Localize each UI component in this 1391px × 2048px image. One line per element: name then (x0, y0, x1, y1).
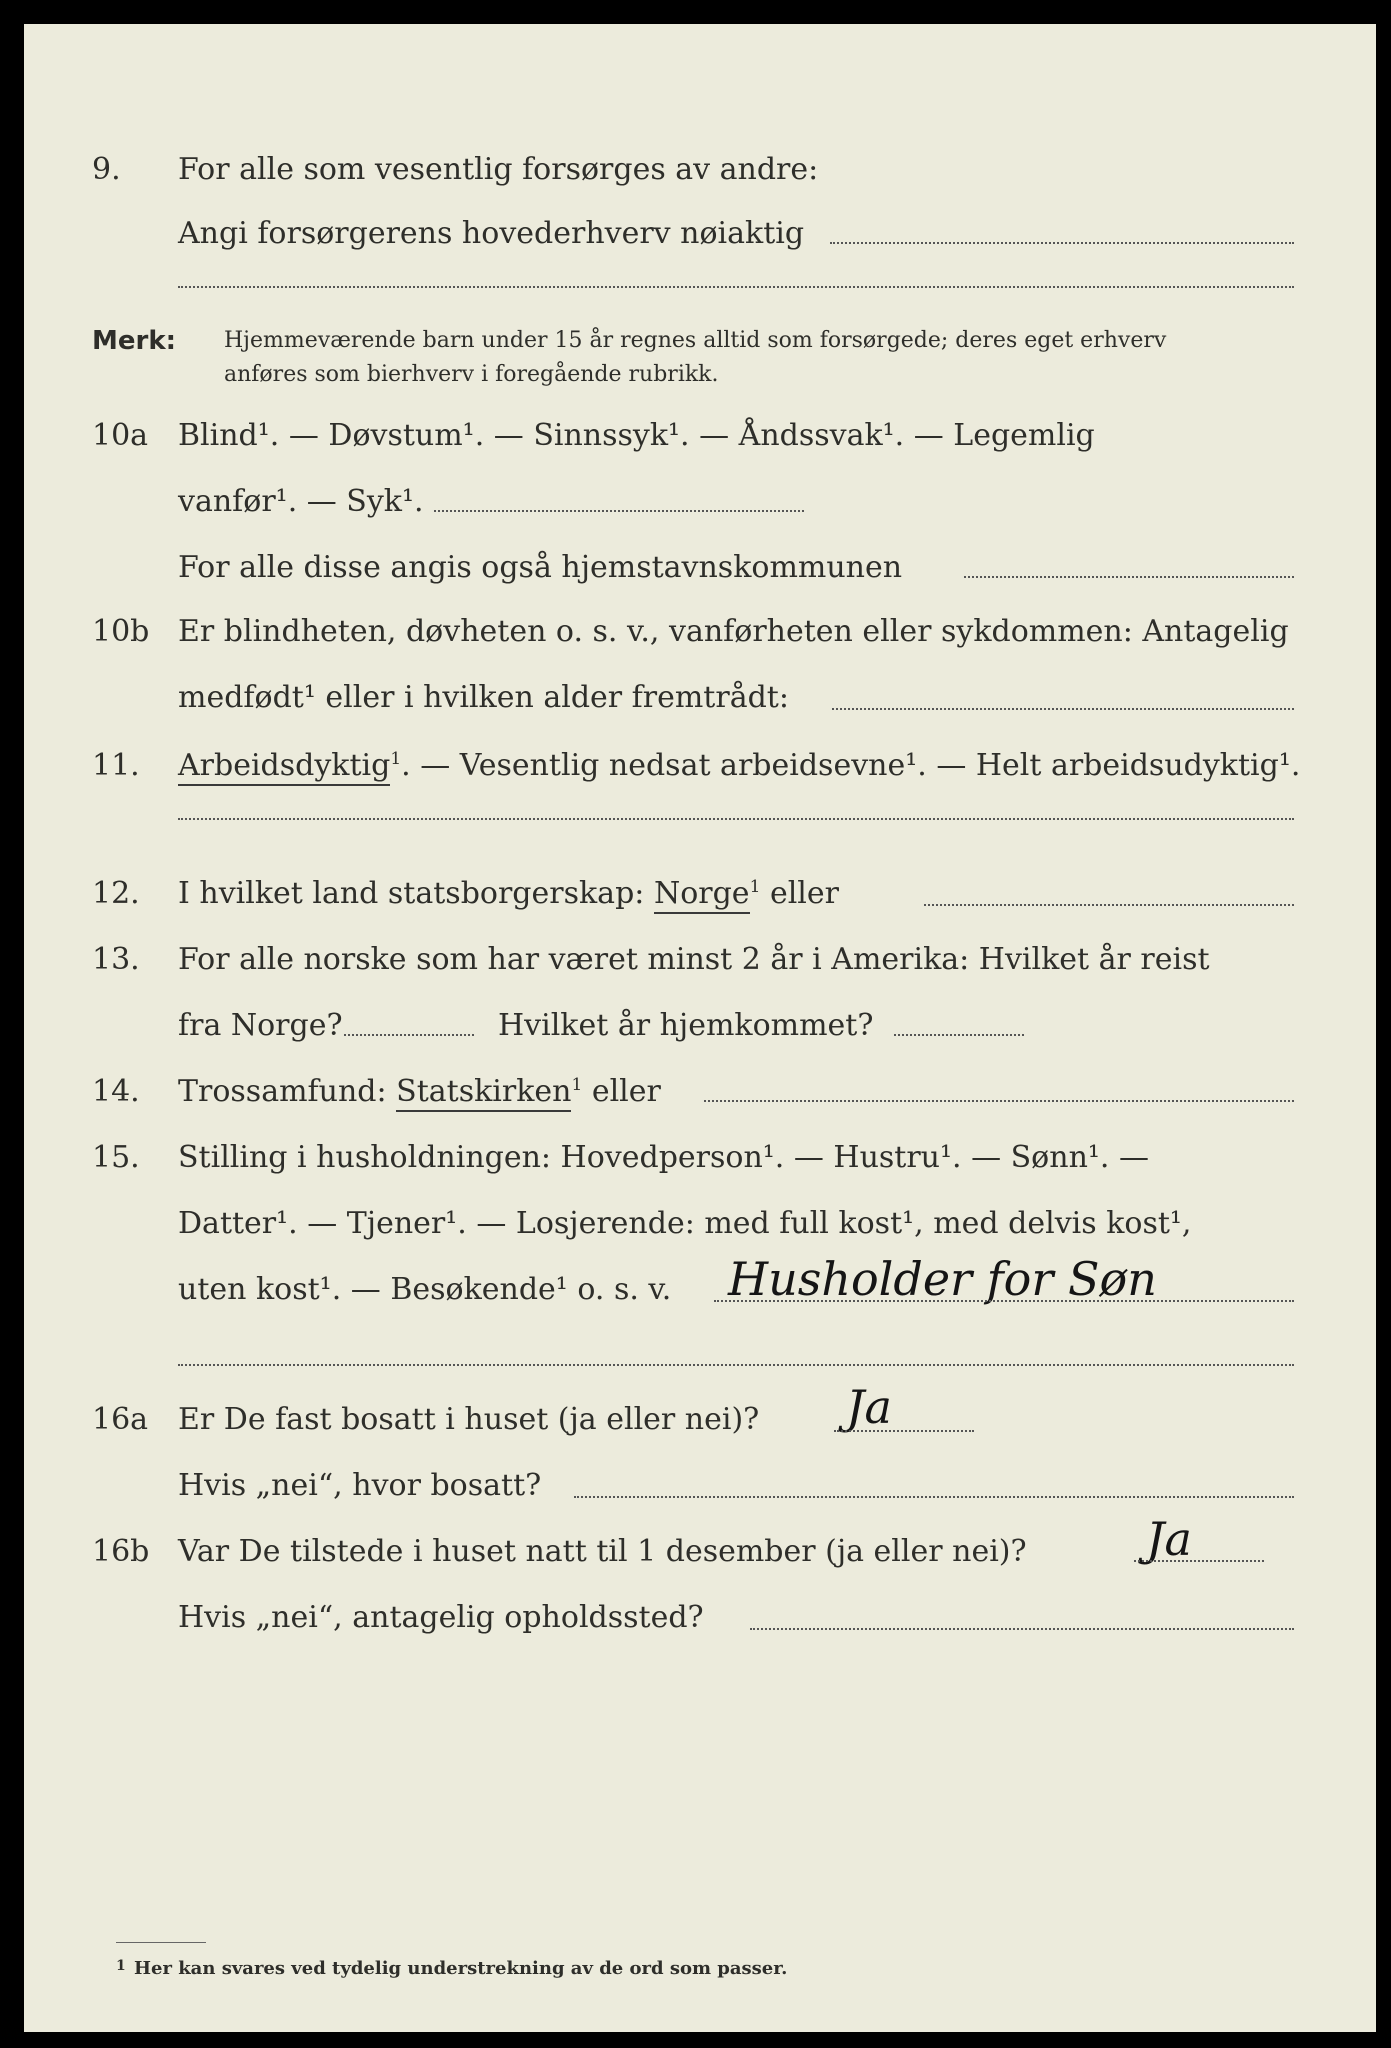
q11-line: Arbeidsdyktig$^1$. — Vesentlig nedsat arbeidsevne¹. — Helt arbeidsudyktig¹. (178, 748, 1300, 783)
merk-note (224, 324, 1344, 392)
q15-handwritten-answer: Husholder for Søn (728, 1252, 1157, 1306)
q11-number: 11. (92, 748, 140, 783)
q16b-followup: Hvis „nei“, antagelig opholdssted? (178, 1600, 704, 1635)
q13-hjemkommet-answer-line[interactable] (894, 1034, 1024, 1036)
q15-line-3: uten kost¹. — Besøkende¹ o. s. v. (178, 1272, 672, 1307)
merk-line-1: Hjemmeværende barn under 15 år regnes alltid som forsørgede; deres eget erhverv (224, 328, 1167, 353)
census-form-page (24, 24, 1376, 2032)
q16a-followup: Hvis „nei“, hvor bosatt? (178, 1468, 542, 1503)
q15-answer-line[interactable] (714, 1300, 1294, 1302)
q15-number: 15. (92, 1140, 140, 1175)
q10b-line-1: Er blindheten, døvheten o. s. v., vanførheten eller sykdommen: Antagelig (178, 614, 1289, 649)
q10a-number: 10a (92, 418, 149, 453)
q14-eller: eller (591, 1074, 661, 1109)
q10a-line-1: Blind¹. — Døvstum¹. — Sinnssyk¹. — Åndssvak¹. — Legemlig (178, 418, 1095, 453)
merk-label: Merk: (92, 326, 177, 356)
q9-prompt: Angi forsørgerens hovederhverv nøiaktig (178, 216, 805, 251)
q9-question: For alle som vesentlig forsørges av andre: (178, 152, 819, 187)
q12-option-norge[interactable]: Norge (654, 876, 750, 914)
q14-question: Trossamfund: (178, 1074, 387, 1109)
q12-question: I hvilket land statsborgerskap: (178, 876, 645, 911)
q16b-answer-line[interactable] (1134, 1560, 1264, 1562)
q9-answer-line[interactable] (830, 242, 1294, 244)
q10b-line-2: medfødt¹ eller i hvilken alder fremtrådt: (178, 680, 789, 715)
q10b-number: 10b (92, 614, 150, 649)
q10a-line-2: vanfør¹. — Syk¹. (178, 484, 424, 519)
footnote-text: Her kan svares ved tydelig understrekning av de ord som passer. (134, 1958, 788, 1979)
q16a-question: Er De fast bosatt i huset (ja eller nei)? (178, 1402, 760, 1437)
q9-number: 9. (92, 152, 121, 187)
q10a-line-3: For alle disse angis også hjemstavnskommunen (178, 550, 903, 585)
q13-line-2b: Hvilket år hjemkommet? (498, 1008, 874, 1043)
q16b-handwritten-answer: Ja (1146, 1512, 1192, 1566)
q16a-followup-answer-line[interactable] (574, 1496, 1294, 1498)
footnote-mark: 1 (116, 1958, 126, 1974)
q15-line-1: Stilling i husholdningen: Hovedperson¹. — Hustru¹. — Sønn¹. — (178, 1140, 1149, 1175)
q12-line: I hvilket land statsborgerskap: Norge$^1$ eller (178, 876, 839, 911)
q16a-handwritten-answer: Ja (846, 1380, 892, 1434)
q14-number: 14. (92, 1074, 140, 1109)
q13-reist-answer-line[interactable] (344, 1034, 474, 1036)
q16b-number: 16b (92, 1534, 150, 1569)
q11-other-options: — Vesentlig nedsat arbeidsevne¹. — Helt arbeidsudyktig¹. (420, 748, 1301, 783)
merk-line-2: anføres som bierhverv i foregående rubrikk. (224, 362, 719, 387)
q15-line-2: Datter¹. — Tjener¹. — Losjerende: med full kost¹, med delvis kost¹, (178, 1206, 1192, 1241)
q11-option-arbeidsdyktig[interactable]: Arbeidsdyktig (178, 748, 390, 786)
q13-line-1: For alle norske som har været minst 2 år i Amerika: Hvilket år reist (178, 942, 1210, 977)
q16a-number: 16a (92, 1402, 149, 1437)
q16b-question: Var De tilstede i huset natt til 1 desember (ja eller nei)? (178, 1534, 1027, 1569)
q13-line-2a: fra Norge? (178, 1008, 343, 1043)
q14-line: Trossamfund: Statskirken$^1$ eller (178, 1074, 661, 1109)
q9-answer-line-2[interactable] (178, 286, 1294, 288)
q12-eller: eller (769, 876, 839, 911)
q15-answer-line-2[interactable] (178, 1364, 1294, 1366)
q10b-answer-line[interactable] (832, 708, 1294, 710)
q12-answer-line[interactable] (924, 904, 1294, 906)
q16a-answer-line[interactable] (834, 1430, 974, 1432)
q16b-followup-answer-line[interactable] (750, 1628, 1294, 1630)
q10a-hjemstavn-answer-line[interactable] (964, 576, 1294, 578)
footnote-rule (116, 1942, 206, 1943)
q14-answer-line[interactable] (704, 1100, 1294, 1102)
q14-option-statskirken[interactable]: Statskirken (396, 1074, 571, 1112)
q13-number: 13. (92, 942, 140, 977)
q11-answer-line[interactable] (178, 818, 1294, 820)
q12-number: 12. (92, 876, 140, 911)
q10a-syk-answer-line[interactable] (434, 510, 804, 512)
